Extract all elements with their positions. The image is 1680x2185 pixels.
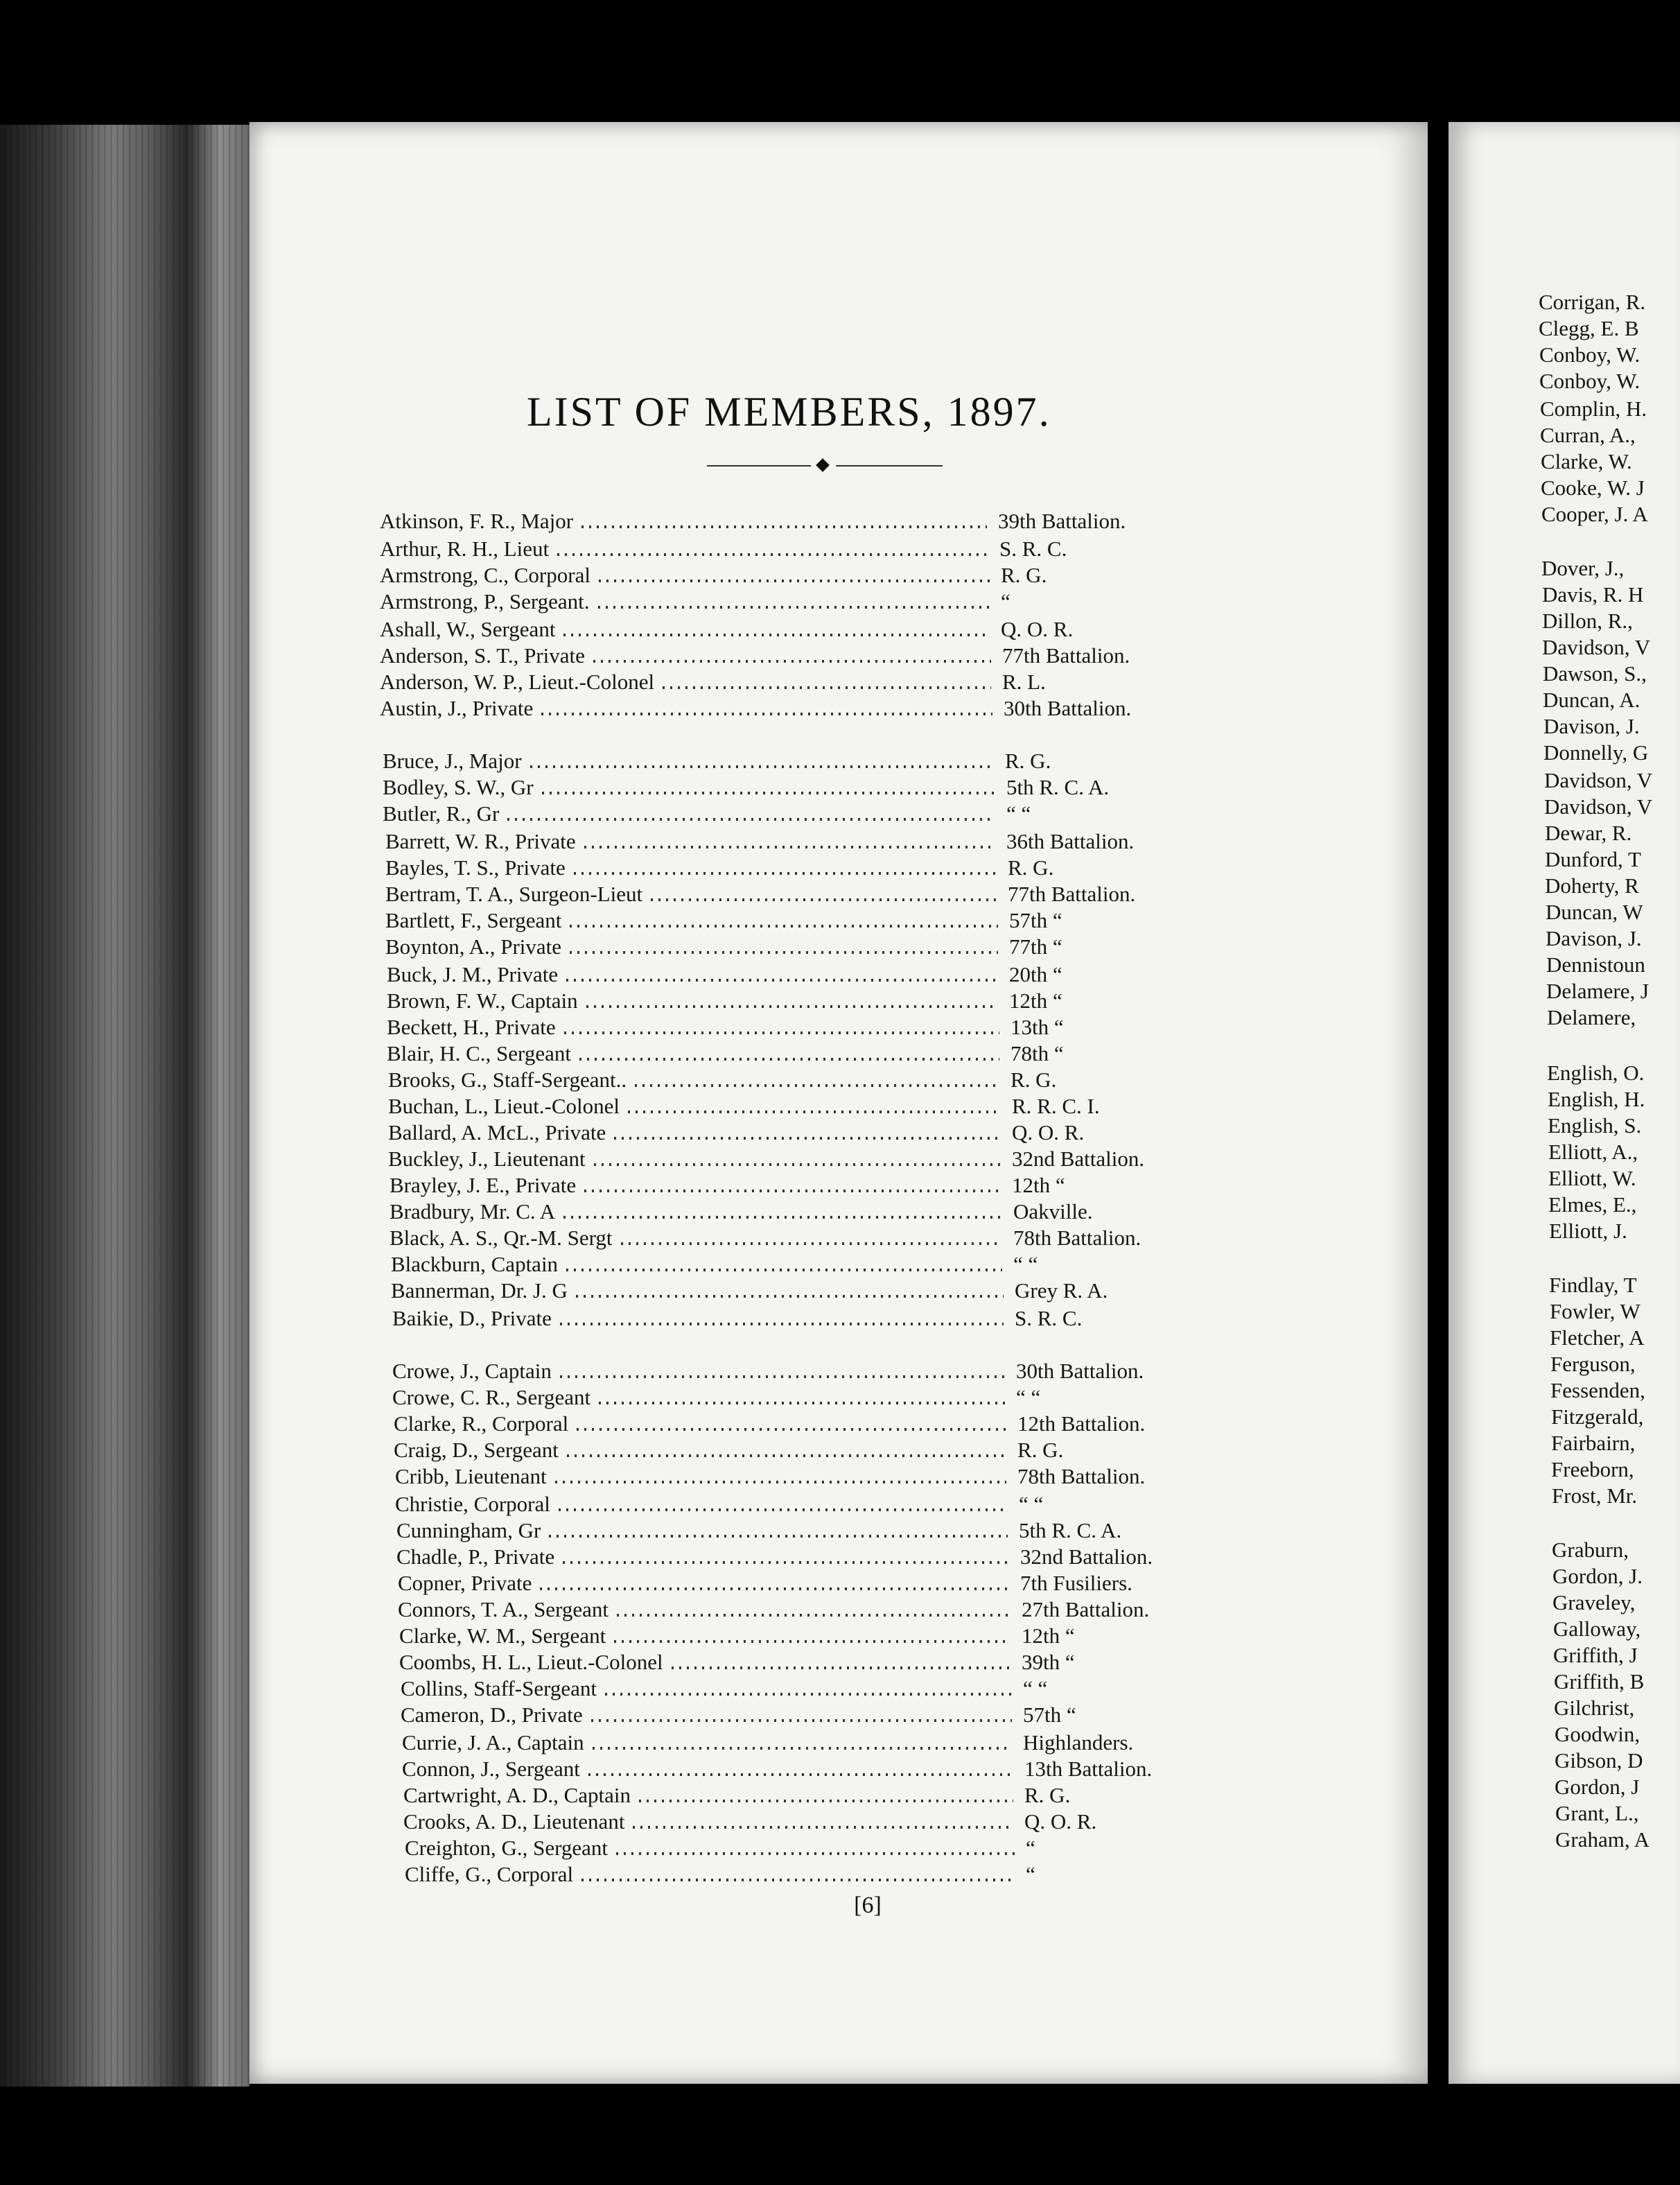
dot-leader: [621, 1242, 1003, 1245]
member-entry: [387, 961, 1217, 989]
dot-leader: [542, 792, 995, 794]
member-entry-partial: Fowler, W: [1550, 1299, 1640, 1323]
dot-leader: [594, 1163, 1001, 1166]
member-entry-partial: Cooke, W. J: [1541, 476, 1645, 500]
member-entry: [388, 1092, 1220, 1120]
dot-leader: [577, 1428, 1006, 1431]
member-unit: S. R. C.: [1015, 1306, 1083, 1330]
member-entry: [405, 1834, 1234, 1862]
member-name: Chadle, P., Private: [396, 1544, 555, 1569]
member-name: Blair, H. C., Sergeant: [387, 1041, 571, 1065]
member-entry-partial: Gibson, D: [1555, 1748, 1643, 1773]
dot-leader: [617, 1614, 1010, 1617]
member-entry: [391, 1251, 1221, 1278]
member-entry-partial: Graveley,: [1552, 1590, 1636, 1614]
dot-leader: [584, 846, 995, 848]
member-entry-partial: Donnelly, G: [1543, 740, 1649, 765]
member-entry-partial: Clarke, W.: [1541, 449, 1632, 473]
dot-leader: [633, 1826, 1013, 1829]
dot-leader: [530, 765, 994, 768]
member-entry: [380, 695, 1211, 722]
dot-leader: [663, 686, 991, 689]
member-entry-partial: Doherty, R: [1545, 873, 1639, 898]
member-name: Bannerman, Dr. J. G: [391, 1278, 568, 1303]
member-unit: R. R. C. I.: [1012, 1094, 1100, 1118]
member-name: Bradbury, Mr. C. A: [390, 1199, 556, 1224]
member-entry-partial: Davison, J.: [1543, 714, 1640, 738]
member-entry-partial: Dewar, R.: [1545, 821, 1632, 845]
dot-leader: [566, 979, 998, 982]
member-entry-partial: Delamere, J: [1546, 979, 1650, 1003]
member-unit: 39th Battalion.: [998, 509, 1126, 533]
member-unit: 36th Battalion.: [1006, 829, 1135, 853]
dot-leader: [541, 713, 992, 715]
member-name: Butler, R., Gr: [383, 801, 500, 826]
member-entry: [380, 642, 1210, 670]
member-name: Blackburn, Captain: [391, 1252, 559, 1276]
member-unit: 13th Battalion.: [1024, 1757, 1153, 1781]
member-unit: “: [1001, 589, 1010, 613]
member-entry-partial: Goodwin,: [1555, 1722, 1640, 1746]
member-unit: “ “: [1013, 1252, 1038, 1276]
member-entry-partial: Cooper, J. A: [1541, 502, 1648, 526]
member-name: Clarke, R., Corporal: [394, 1411, 569, 1436]
member-unit: R. G.: [1024, 1783, 1071, 1807]
member-unit: 32nd Battalion.: [1020, 1544, 1153, 1569]
dot-leader: [616, 1852, 1015, 1855]
member-name: Anderson, S. T., Private: [380, 643, 585, 668]
member-unit: R. G.: [1008, 855, 1054, 880]
member-entry: [399, 1648, 1230, 1676]
dot-leader: [570, 951, 998, 954]
member-entry-partial: Fessenden,: [1550, 1378, 1645, 1402]
member-entry-partial: Griffith, B: [1554, 1669, 1645, 1694]
dot-leader: [651, 898, 997, 901]
member-entry: [402, 1729, 1231, 1757]
member-entry-partial: Dillon, R.,: [1542, 609, 1633, 633]
dot-leader: [564, 1031, 999, 1034]
member-entry: [394, 1410, 1225, 1438]
member-entry: [383, 800, 1214, 828]
member-entry: [385, 907, 1217, 934]
member-entry-partial: Clegg, E. B: [1539, 316, 1639, 340]
member-entry-partial: Frost, Mr.: [1552, 1483, 1638, 1508]
member-name: Brooks, G., Staff-Sergeant..: [388, 1068, 627, 1092]
member-entry: [391, 1277, 1223, 1305]
dot-leader: [605, 1693, 1012, 1696]
member-unit: 32nd Battalion.: [1012, 1147, 1145, 1171]
member-entry-partial: Elliott, J.: [1549, 1219, 1627, 1243]
member-entry: [405, 1861, 1234, 1888]
dot-leader: [507, 818, 995, 821]
dot-leader: [584, 1190, 1001, 1192]
member-entry-partial: Grant, L.,: [1555, 1801, 1639, 1825]
member-entry-partial: Elmes, E.,: [1548, 1192, 1637, 1217]
member-entry-partial: English, O.: [1547, 1061, 1645, 1085]
member-unit: 12th “: [1012, 1173, 1065, 1197]
member-name: Cunningham, Gr: [396, 1518, 541, 1542]
member-name: Black, A. S., Qr.-M. Sergt: [390, 1226, 613, 1250]
member-unit: “ “: [1006, 801, 1031, 826]
member-entry: [385, 933, 1217, 961]
member-entry-partial: Gilchrist,: [1554, 1696, 1635, 1720]
member-entry-partial: Duncan, W: [1546, 900, 1643, 924]
member-unit: Oakville.: [1013, 1199, 1093, 1224]
dot-leader: [557, 553, 988, 556]
member-entry-partial: Graburn,: [1552, 1538, 1629, 1562]
member-entry-partial: Conboy, W.: [1539, 342, 1640, 367]
member-name: Bruce, J., Major: [383, 749, 522, 773]
member-entry: [394, 1436, 1225, 1464]
member-entry: [380, 562, 1209, 589]
dot-leader: [567, 1454, 1006, 1457]
member-unit: 13th “: [1010, 1015, 1064, 1039]
member-name: Bodley, S. W., Gr: [383, 775, 534, 799]
member-name: Cameron, D., Private: [401, 1703, 583, 1727]
member-entry-partial: Dawson, S.,: [1543, 661, 1647, 686]
member-entry-partial: Gordon, J: [1555, 1775, 1640, 1799]
member-entry-partial: Corrigan, R.: [1539, 290, 1646, 314]
dot-leader: [576, 1295, 1004, 1298]
member-unit: 77th Battalion.: [1008, 882, 1136, 906]
member-name: Buck, J. M., Private: [387, 962, 559, 986]
member-entry: [387, 1040, 1218, 1068]
member-name: Armstrong, P., Sergeant.: [380, 589, 590, 613]
member-entry: [388, 1145, 1220, 1173]
member-entry-partial: Galloway,: [1553, 1617, 1641, 1641]
member-name: Beckett, H., Private: [387, 1015, 556, 1039]
dot-leader: [588, 1773, 1013, 1776]
right-page: [1449, 122, 1680, 2084]
member-unit: R. L.: [1002, 670, 1046, 694]
member-name: Anderson, W. P., Lieut.-Colonel: [380, 670, 655, 694]
member-unit: 12th Battalion.: [1017, 1411, 1146, 1436]
member-entry: [380, 535, 1207, 563]
member-unit: 5th R. C. A.: [1019, 1518, 1122, 1542]
member-entry-partial: Ferguson,: [1550, 1352, 1636, 1376]
member-name: Cartwright, A. D., Captain: [403, 1783, 631, 1807]
member-entry: [398, 1596, 1230, 1623]
dot-leader: [635, 1084, 999, 1087]
dot-leader: [672, 1666, 1010, 1669]
member-entry-partial: Fitzgerald,: [1551, 1404, 1644, 1429]
dot-leader: [599, 1402, 1005, 1404]
member-name: Arthur, R. H., Lieut: [380, 537, 550, 561]
member-entry-partial: Davidson, V: [1544, 794, 1653, 819]
member-entry-partial: Dunford, T: [1545, 847, 1641, 871]
dot-leader: [560, 1323, 1004, 1325]
member-entry-partial: Complin, H.: [1540, 397, 1647, 421]
dot-leader: [563, 634, 990, 636]
dot-leader: [593, 1747, 1012, 1750]
member-name: Baikie, D., Private: [392, 1306, 552, 1330]
member-entry: [390, 1224, 1221, 1252]
member-unit: 20th “: [1009, 962, 1062, 986]
member-name: Buchan, L., Lieut.-Colonel: [388, 1094, 620, 1118]
dot-leader: [639, 1800, 1013, 1802]
member-unit: 30th Battalion.: [1016, 1359, 1144, 1383]
member-unit: “ “: [1019, 1492, 1044, 1516]
page-number: [6]: [854, 1892, 882, 1918]
dot-leader: [581, 1879, 1015, 1881]
dot-leader: [581, 525, 987, 528]
dot-leader: [628, 1111, 1001, 1113]
dot-leader: [570, 925, 998, 928]
member-name: Armstrong, C., Corporal: [380, 563, 590, 587]
member-entry: [403, 1782, 1232, 1809]
member-name: Clarke, W. M., Sergeant: [399, 1623, 606, 1648]
dot-leader: [549, 1535, 1008, 1538]
member-unit: 78th Battalion.: [1017, 1464, 1146, 1488]
member-unit: “ “: [1016, 1385, 1041, 1409]
dot-leader: [591, 1719, 1012, 1722]
member-entry: [380, 507, 1206, 535]
member-entry-partial: Davidson, V: [1544, 768, 1653, 792]
member-entry-partial: Freeborn,: [1551, 1457, 1634, 1481]
member-name: Coombs, H. L., Lieut.-Colonel: [399, 1650, 663, 1674]
member-entry-partial: English, H.: [1548, 1087, 1645, 1111]
member-name: Boynton, A., Private: [385, 934, 562, 959]
member-entry-partial: Gordon, J.: [1552, 1564, 1643, 1588]
member-unit: R. G.: [1005, 749, 1051, 773]
member-unit: R. G.: [1001, 563, 1047, 587]
member-name: Crooks, A. D., Lieutenant: [403, 1809, 625, 1834]
dot-leader: [566, 1269, 1002, 1271]
dot-leader: [560, 1375, 1005, 1378]
member-name: Cliffe, G., Corporal: [405, 1862, 574, 1886]
member-entry: [392, 1357, 1224, 1385]
member-unit: Q. O. R.: [1024, 1809, 1097, 1834]
dot-leader: [563, 1561, 1009, 1564]
member-entry: [390, 1172, 1220, 1199]
member-name: Atkinson, F. R., Major: [380, 509, 574, 533]
member-entry: [385, 828, 1214, 855]
member-entry-partial: Elliott, A.,: [1548, 1140, 1638, 1164]
member-name: Craig, D., Sergeant: [394, 1438, 559, 1462]
member-entry: [388, 1119, 1220, 1147]
member-unit: 12th “: [1022, 1623, 1075, 1648]
dot-leader: [563, 1216, 1002, 1219]
member-name: Bayles, T. S., Private: [385, 855, 566, 880]
member-name: Christie, Corporal: [395, 1492, 550, 1516]
member-name: Barrett, W. R., Private: [385, 829, 576, 853]
dot-leader: [540, 1587, 1009, 1590]
member-name: Crowe, C. R., Sergeant: [392, 1385, 591, 1409]
member-entry-partial: Graham, A: [1555, 1827, 1650, 1852]
member-entry-partial: Duncan, A.: [1543, 688, 1640, 712]
member-unit: 5th R. C. A.: [1006, 775, 1110, 799]
member-entry-partial: Findlay, T: [1549, 1273, 1637, 1297]
member-entry-partial: Griffith, J: [1553, 1643, 1638, 1667]
member-unit: 78th Battalion.: [1013, 1226, 1141, 1250]
member-entry: [390, 1198, 1221, 1226]
member-entry: [403, 1808, 1232, 1836]
member-name: Buckley, J., Lieutenant: [388, 1147, 586, 1171]
member-entry: [402, 1755, 1232, 1783]
member-unit: “: [1026, 1862, 1035, 1886]
member-entry: [401, 1701, 1231, 1729]
member-unit: 27th Battalion.: [1022, 1597, 1150, 1621]
member-entry-partial: Davison, J.: [1546, 926, 1642, 950]
member-name: Brown, F. W., Captain: [387, 989, 578, 1013]
member-entry: [385, 854, 1216, 882]
dot-leader: [555, 1481, 1006, 1483]
member-name: Ashall, W., Sergeant: [380, 617, 556, 641]
member-unit: “: [1026, 1836, 1035, 1860]
member-unit: R. G.: [1010, 1068, 1057, 1092]
member-entry: [392, 1384, 1224, 1411]
member-entry: [392, 1305, 1223, 1332]
member-entry: [383, 747, 1213, 775]
member-entry: [380, 588, 1209, 616]
member-entry: [380, 616, 1209, 643]
page-edge-lines: [0, 125, 250, 2087]
member-unit: “ “: [1023, 1676, 1048, 1700]
member-name: Currie, J. A., Captain: [402, 1730, 584, 1755]
member-name: Copner, Private: [398, 1571, 532, 1595]
member-name: Connors, T. A., Sergeant: [398, 1597, 609, 1621]
member-entry-partial: Conboy, W.: [1539, 369, 1640, 393]
member-name: Bertram, T. A., Surgeon-Lieut: [385, 882, 643, 906]
member-entry-partial: Davis, R. H: [1542, 582, 1644, 607]
member-name: Bartlett, F., Sergeant: [385, 908, 562, 932]
member-entry: [385, 880, 1216, 908]
dot-leader: [586, 1005, 998, 1008]
page-title: LIST OF MEMBERS, 1897.: [527, 389, 1051, 435]
member-unit: 57th “: [1023, 1703, 1076, 1727]
dot-leader: [593, 660, 991, 663]
member-unit: Highlanders.: [1023, 1730, 1134, 1755]
member-name: Austin, J., Private: [380, 696, 534, 720]
member-entry-partial: Dover, J.,: [1541, 556, 1625, 580]
member-entry: [380, 668, 1210, 696]
member-entry: [388, 1066, 1218, 1094]
dot-leader: [579, 1058, 999, 1061]
member-entry: [399, 1622, 1230, 1650]
member-name: Ballard, A. McL., Private: [388, 1120, 606, 1144]
member-entry-partial: Elliott, W.: [1548, 1166, 1636, 1190]
member-entry-partial: English, S.: [1548, 1113, 1642, 1138]
member-unit: Grey R. A.: [1015, 1278, 1108, 1303]
dot-leader: [559, 1508, 1008, 1511]
member-unit: 77th “: [1009, 934, 1062, 959]
member-entry: [387, 1013, 1218, 1041]
member-unit: R. G.: [1017, 1438, 1064, 1462]
member-entry-partial: Fairbairn,: [1551, 1431, 1636, 1455]
member-entry: [396, 1517, 1227, 1544]
member-unit: 30th Battalion.: [1004, 696, 1132, 720]
member-entry: [398, 1569, 1228, 1597]
dot-leader: [574, 872, 997, 875]
member-entry: [395, 1490, 1227, 1518]
dot-leader: [598, 606, 990, 609]
member-entry-partial: Delamere,: [1547, 1005, 1636, 1029]
member-unit: Q. O. R.: [1001, 617, 1074, 641]
member-entry-partial: Fletcher, A: [1550, 1325, 1645, 1350]
member-entry: [396, 1543, 1228, 1571]
member-name: Creighton, G., Sergeant: [405, 1836, 609, 1860]
member-unit: 77th Battalion.: [1002, 643, 1130, 668]
member-unit: 39th “: [1022, 1650, 1075, 1674]
title-ornament: [707, 464, 943, 467]
dot-leader: [614, 1137, 1001, 1140]
member-entry: [395, 1463, 1225, 1490]
member-unit: 12th “: [1009, 989, 1062, 1013]
member-name: Cribb, Lieutenant: [395, 1464, 547, 1488]
member-name: Crowe, J., Captain: [392, 1359, 552, 1383]
member-entry: [387, 987, 1217, 1015]
member-entry-partial: Dennistoun: [1546, 952, 1645, 977]
member-entry-partial: Curran, A.,: [1540, 423, 1636, 447]
member-unit: 57th “: [1009, 908, 1062, 932]
member-name: Collins, Staff-Sergeant: [401, 1676, 597, 1700]
member-unit: Q. O. R.: [1012, 1120, 1085, 1144]
member-name: Connon, J., Sergeant: [402, 1757, 580, 1781]
dot-leader: [599, 580, 990, 582]
dot-leader: [614, 1640, 1010, 1643]
member-unit: 7th Fusiliers.: [1020, 1571, 1132, 1595]
member-name: Brayley, J. E., Private: [390, 1173, 577, 1197]
member-entry-partial: Davidson, V: [1542, 635, 1651, 659]
member-unit: 78th “: [1010, 1041, 1064, 1065]
member-entry: [383, 774, 1214, 801]
member-unit: S. R. C.: [999, 537, 1067, 561]
member-entry: [401, 1675, 1231, 1703]
